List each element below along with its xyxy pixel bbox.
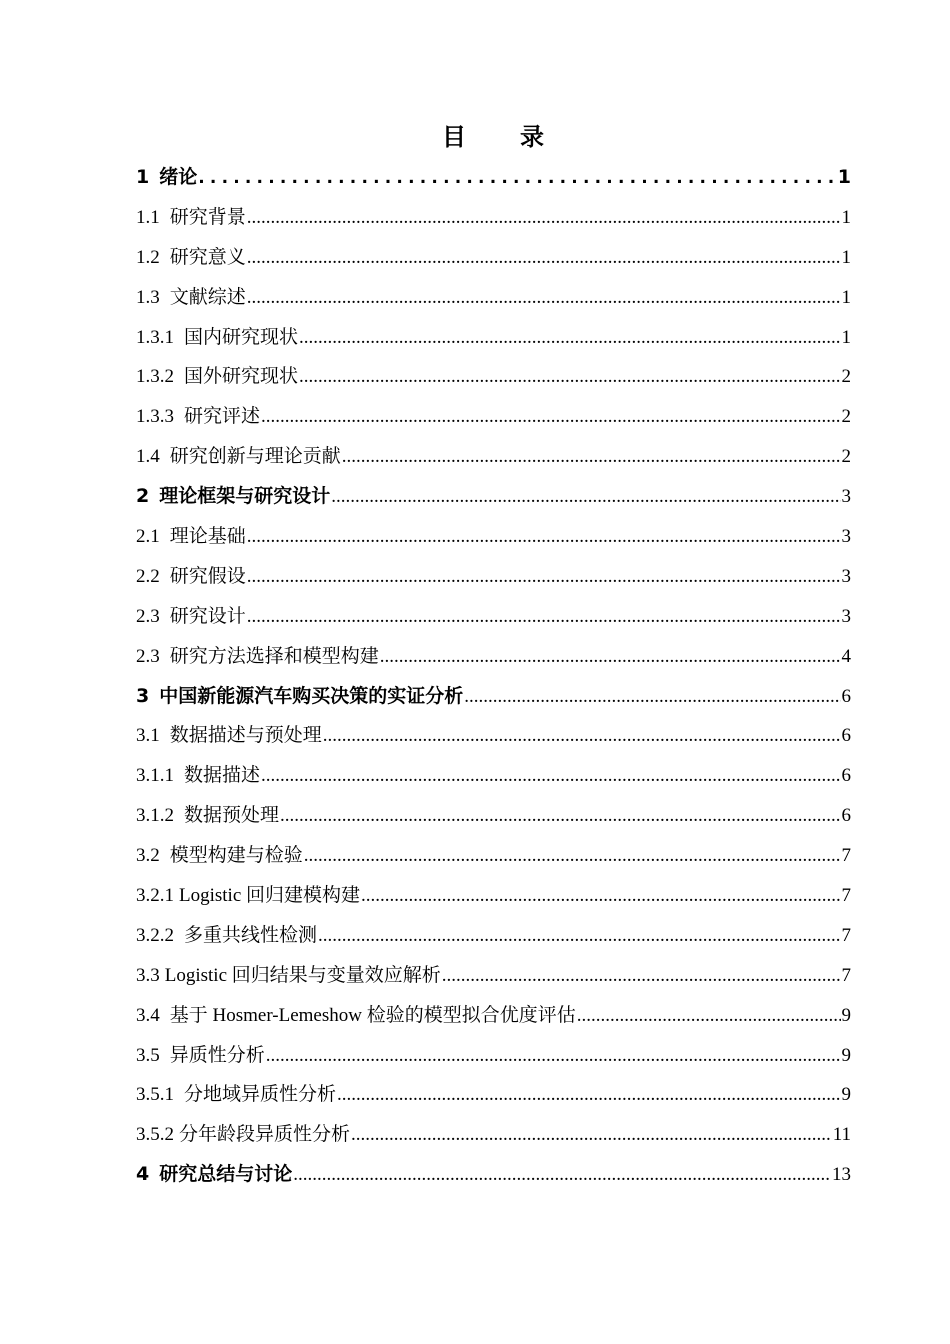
toc-page-number: 9 [841, 1044, 851, 1066]
toc-entry-number: 3.5.1 [136, 1084, 174, 1106]
toc-entry-label [136, 796, 279, 836]
toc-entry-number: 4 [136, 1163, 150, 1186]
toc-entry-number: 2.3 [136, 645, 160, 667]
toc-entry-number: 1.3 [136, 286, 160, 308]
toc-page-number: 7 [841, 964, 851, 986]
toc-page-number: 6 [841, 685, 851, 707]
toc-entry-label [136, 597, 246, 637]
toc-page-number: 2 [841, 446, 851, 468]
toc-entry-label [136, 198, 246, 238]
toc-entry[interactable] [136, 1115, 851, 1155]
toc-entry[interactable] [136, 357, 851, 397]
table-of-contents [136, 158, 851, 1195]
toc-dot-leader [266, 1036, 841, 1076]
toc-entry[interactable] [136, 1036, 851, 1076]
toc-entry-number: 3.1.1 [136, 765, 174, 787]
toc-entry-label [136, 517, 246, 557]
toc-dot-leader [299, 357, 840, 397]
toc-entry[interactable] [136, 397, 851, 437]
toc-entry-text: 基于 Hosmer-Lemeshow 检验的模型拟合优度评估 [169, 1004, 576, 1026]
toc-dot-leader [198, 159, 837, 199]
toc-page-number: 1 [837, 166, 851, 188]
toc-entry-label [136, 677, 463, 717]
toc-entry-label [136, 318, 298, 358]
toc-entry-text: 研究背景 [169, 206, 246, 228]
toc-entry[interactable] [136, 278, 851, 318]
toc-page-number: 4 [841, 645, 851, 667]
toc-entry[interactable] [136, 238, 851, 278]
toc-entry-text: 研究方法选择和模型构建 [169, 645, 379, 667]
toc-entry-number: 1.3.1 [136, 326, 174, 348]
toc-page-number: 3 [841, 605, 851, 627]
toc-page-number: 7 [841, 924, 851, 946]
toc-entry-number: 1.2 [136, 246, 160, 268]
toc-entry-label [136, 716, 322, 756]
toc-entry[interactable] [136, 1155, 851, 1195]
toc-page-number: 1 [841, 206, 851, 228]
toc-dot-leader [304, 836, 841, 876]
toc-page-number: 7 [841, 885, 851, 907]
toc-entry[interactable] [136, 716, 851, 756]
toc-entry-text: Logistic 回归结果与变量效应解析 [164, 964, 441, 986]
toc-dot-leader [442, 956, 841, 996]
toc-entry[interactable] [136, 677, 851, 717]
toc-entry-text: 异质性分析 [169, 1044, 265, 1066]
toc-entry-number: 2.3 [136, 605, 160, 627]
toc-dot-leader [351, 1115, 832, 1155]
toc-entry[interactable] [136, 318, 851, 358]
toc-title-left: 目 [442, 123, 468, 151]
toc-entry-label [136, 397, 260, 437]
toc-dot-leader [318, 916, 840, 956]
toc-page-number: 6 [841, 725, 851, 747]
toc-page-number: 13 [832, 1164, 851, 1186]
toc-dot-leader [247, 278, 841, 318]
toc-entry[interactable] [136, 198, 851, 238]
toc-entry-text: 数据描述与预处理 [169, 725, 322, 747]
toc-page-number: 1 [841, 326, 851, 348]
toc-entry-text: 中国新能源汽车购买决策的实证分析 [159, 684, 464, 707]
toc-entry-number: 1.3.2 [136, 366, 174, 388]
toc-entry-number: 2 [136, 485, 150, 508]
toc-dot-leader [299, 318, 840, 358]
toc-page-number: 9 [841, 1084, 851, 1106]
toc-entry[interactable] [136, 996, 851, 1036]
toc-page-number: 3 [841, 526, 851, 548]
toc-entry-text: 研究创新与理论贡献 [169, 446, 341, 468]
toc-entry[interactable] [136, 1075, 851, 1115]
toc-entry-label [136, 437, 341, 477]
toc-entry-number: 3.5 [136, 1044, 160, 1066]
toc-entry[interactable] [136, 836, 851, 876]
toc-entry-text: 数据描述 [184, 765, 261, 787]
toc-entry-text: 研究意义 [169, 246, 246, 268]
toc-page-number: 2 [841, 406, 851, 428]
toc-entry-label [136, 836, 303, 876]
toc-dot-leader [247, 238, 841, 278]
toc-dot-leader [247, 198, 841, 238]
toc-entry[interactable] [136, 597, 851, 637]
toc-page-number: 3 [841, 565, 851, 587]
toc-entry-text: 研究总结与讨论 [159, 1163, 293, 1186]
toc-entry-label [136, 996, 576, 1036]
toc-entry-number: 1.3.3 [136, 406, 174, 428]
toc-entry-number: 3.2.2 [136, 924, 174, 946]
toc-entry-text: 研究设计 [169, 605, 246, 627]
toc-entry-number: 3.1.2 [136, 805, 174, 827]
toc-entry-number: 2.2 [136, 565, 160, 587]
toc-entry-label [136, 477, 330, 517]
toc-entry[interactable] [136, 916, 851, 956]
toc-entry-label [136, 1155, 292, 1195]
toc-entry-number: 3.1 [136, 725, 160, 747]
toc-entry-label [136, 1075, 336, 1115]
toc-dot-leader [247, 517, 841, 557]
toc-entry-text: 数据预处理 [184, 805, 280, 827]
toc-entry-label [136, 238, 246, 278]
toc-entry-label [136, 637, 379, 677]
toc-entry[interactable] [136, 517, 851, 557]
toc-entry-number: 3.2 [136, 845, 160, 867]
toc-entry-label [136, 557, 246, 597]
toc-dot-leader [337, 1075, 840, 1115]
toc-entry-number: 3.4 [136, 1004, 160, 1026]
toc-dot-leader [380, 637, 841, 677]
toc-dot-leader [323, 716, 841, 756]
toc-entry-label [136, 158, 197, 198]
toc-title [0, 117, 950, 152]
toc-entry-text: 研究评述 [184, 406, 261, 428]
toc-dot-leader [331, 477, 840, 517]
toc-entry-text: 分地域异质性分析 [184, 1084, 337, 1106]
toc-entry-text: 研究假设 [169, 565, 246, 587]
toc-entry[interactable] [136, 876, 851, 916]
toc-page-number: 6 [841, 765, 851, 787]
toc-entry-text: 理论框架与研究设计 [159, 485, 331, 508]
toc-entry-number: 3.3 [136, 964, 160, 986]
toc-entry-number: 1.1 [136, 206, 160, 228]
toc-dot-leader [361, 876, 840, 916]
toc-dot-leader [464, 677, 840, 717]
toc-page-number: 9 [841, 1004, 851, 1026]
toc-entry[interactable] [136, 437, 851, 477]
toc-entry-text: Logistic 回归建模构建 [179, 885, 361, 907]
toc-page-number: 6 [841, 805, 851, 827]
toc-entry-label [136, 876, 360, 916]
toc-entry-text: 绪论 [159, 166, 198, 188]
toc-page-number: 3 [841, 486, 851, 508]
toc-dot-leader [293, 1155, 831, 1195]
toc-entry-number: 3.2.1 [136, 885, 174, 907]
toc-entry-label [136, 357, 298, 397]
toc-entry-label [136, 1036, 265, 1076]
toc-dot-leader [342, 437, 841, 477]
toc-entry[interactable] [136, 477, 851, 517]
toc-dot-leader [577, 996, 841, 1036]
toc-entry-text: 国外研究现状 [184, 366, 299, 388]
toc-title-right: 录 [520, 123, 546, 151]
toc-entry-number: 1.4 [136, 446, 160, 468]
toc-page-number: 1 [841, 286, 851, 308]
toc-dot-leader [261, 397, 840, 437]
toc-entry-number: 2.1 [136, 526, 160, 548]
toc-entry-number: 3 [136, 684, 150, 707]
toc-page-number: 1 [841, 246, 851, 268]
toc-entry-label [136, 1115, 350, 1155]
toc-entry-label [136, 278, 246, 318]
toc-entry-text: 文献综述 [169, 286, 246, 308]
toc-entry[interactable] [136, 158, 851, 198]
toc-entry[interactable] [136, 796, 851, 836]
toc-entry-number: 3.5.2 [136, 1124, 174, 1146]
toc-entry-label [136, 756, 260, 796]
toc-dot-leader [280, 796, 840, 836]
toc-dot-leader [247, 597, 841, 637]
toc-page-number: 7 [841, 845, 851, 867]
toc-entry-text: 模型构建与检验 [169, 845, 303, 867]
toc-page-number: 2 [841, 366, 851, 388]
toc-entry-number: 1 [136, 166, 150, 188]
toc-entry-label [136, 916, 317, 956]
toc-entry-text: 理论基础 [169, 526, 246, 548]
toc-dot-leader [261, 756, 840, 796]
toc-entry-label [136, 956, 441, 996]
toc-entry-text: 分年龄段异质性分析 [179, 1124, 351, 1146]
toc-entry-text: 国内研究现状 [184, 326, 299, 348]
toc-entry[interactable] [136, 756, 851, 796]
toc-page-number: 11 [832, 1124, 851, 1146]
toc-entry[interactable] [136, 637, 851, 677]
toc-dot-leader [247, 557, 841, 597]
toc-entry[interactable] [136, 557, 851, 597]
toc-entry-text: 多重共线性检测 [184, 924, 318, 946]
toc-entry[interactable] [136, 956, 851, 996]
